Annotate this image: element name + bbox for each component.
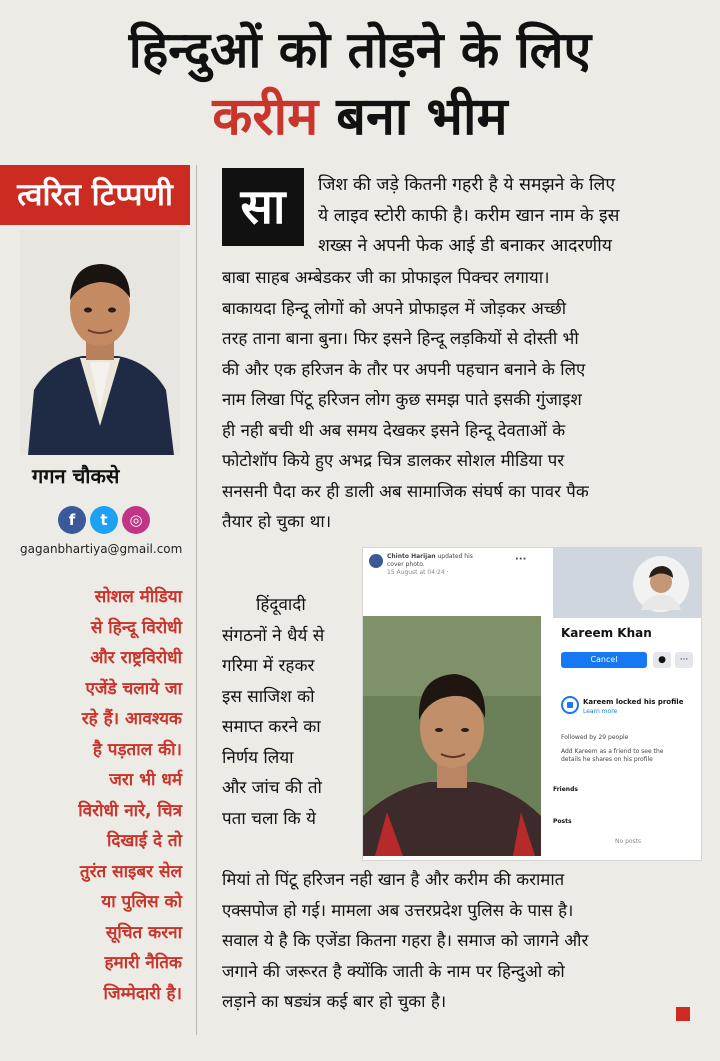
locked-title: Kareem locked his profile xyxy=(583,698,684,706)
cover-photo xyxy=(553,548,701,618)
article-line: पता चला कि ये xyxy=(222,808,317,829)
profile-portrait-image xyxy=(363,616,541,856)
article-narrow-column xyxy=(222,590,362,834)
article-body xyxy=(222,262,707,506)
headline-rest: बना भीम xyxy=(318,87,508,147)
poster-avatar xyxy=(369,554,383,568)
article-line: एक्सपोज हो गई। मामला अब उत्तरप्रदेश पुलिस के पास है। xyxy=(222,899,574,920)
article-line: बाकायदा हिन्दू लोगों को अपने प्रोफाइल में जोड़कर अच्छी xyxy=(222,297,567,318)
lock-icon xyxy=(561,696,579,714)
facebook-icon: f xyxy=(58,506,86,534)
sidebar-note-line: हमारी नैतिक xyxy=(104,953,182,973)
posts-label: Posts xyxy=(553,818,572,825)
article-line: और जांच की तो xyxy=(222,778,322,798)
article-line: बाबा साहब अम्बेडकर जी का प्रोफाइल पिक्चर लगाया। xyxy=(222,267,550,287)
article-line: मियां तो पिंटू हरिजन नही खान है और करीम की करामात xyxy=(222,869,565,889)
sidebar-note-line: एजेंडे चलाये जा xyxy=(85,678,182,699)
messenger-icon[interactable]: ● xyxy=(653,652,671,668)
sidebar-note-line: सोशल मीडिया xyxy=(94,587,182,607)
cover-avatar-image xyxy=(553,548,701,618)
sidebar-note-line: सूचित करना xyxy=(105,922,182,943)
sidebar-note-line: दिखाई दे तो xyxy=(106,831,182,851)
sidebar-note-line: तुरंत साइबर सेल xyxy=(79,861,182,882)
article-line: की और एक हरिजन के तौर पर अपनी पहचान बनाने के लिए xyxy=(222,358,586,379)
twitter-icon: t xyxy=(90,506,118,534)
poster-action: updated his xyxy=(435,553,473,560)
more-icon[interactable]: ··· xyxy=(675,652,693,668)
instagram-icon: ◎ xyxy=(122,506,150,534)
article-line: शख्स ने अपनी फेक आई डी बनाकर आदरणीय xyxy=(318,236,612,256)
headline-line-1: हिन्दुओं को तोड़ने के लिए xyxy=(128,21,592,79)
author-name: गगन चौकसे xyxy=(32,464,120,488)
no-posts-label: No posts xyxy=(615,838,642,845)
author-photo xyxy=(20,230,180,455)
end-marker xyxy=(676,1007,690,1021)
poster-action-2: cover photo. xyxy=(387,561,425,568)
article-line: नाम लिखा पिंटू हरिजन लोग कुछ समझ पाते इसकी गुंजाइश xyxy=(222,389,582,409)
post-time: 15 August at 04:24 · xyxy=(387,569,449,576)
article-line: हिंदूवादी xyxy=(256,595,306,615)
article-line-before-embed xyxy=(222,506,362,537)
more-options-icon[interactable]: ··· xyxy=(515,554,527,565)
article-line: जिश की जड़े कितनी गहरी है ये समझने के लिए xyxy=(318,175,616,195)
article-line: तरह ताना बाना बुना। फिर इसने हिन्दू लड़कियों से दोस्ती भी xyxy=(222,328,579,348)
article-line: ये लाइव स्टोरी काफी है। करीम खान नाम के इस xyxy=(318,205,620,226)
article-line: सनसनी पैदा कर ही डाली अब सामाजिक संघर्ष का पावर पैक xyxy=(222,480,589,501)
drop-cap: सा xyxy=(222,168,304,246)
section-label: त्वरित टिप्पणी xyxy=(0,165,190,225)
article-closing xyxy=(222,864,707,1017)
sidebar-note-line: जिम्मेदारी है। xyxy=(103,983,182,1004)
poster-name: Chinto Harijan xyxy=(387,553,436,560)
article-line: समाप्त करने का xyxy=(222,717,321,737)
facebook-screenshot xyxy=(362,547,702,861)
profile-picture xyxy=(363,616,541,856)
sidebar-note-line: है पड़ताल की। xyxy=(92,739,182,760)
article-line: गरिमा में रहकर xyxy=(222,656,315,676)
followed-by: Followed by 29 people xyxy=(561,734,629,741)
author-email: gaganbhartiya@gmail.com xyxy=(20,542,183,556)
sidebar-note-line: जरा भी धर्म xyxy=(109,770,182,790)
author-portrait-image xyxy=(20,230,180,455)
article-line: ही नही बची थी अब समय देखकर इसने हिन्दू देवताओं के xyxy=(222,419,566,440)
article-line: इस साजिश को xyxy=(222,686,315,707)
add-friend-note-2: details he shares on his profile xyxy=(561,756,653,763)
article-line: संगठनों ने धैर्य से xyxy=(222,625,325,646)
sidebar-note-line: विरोधी नारे, चित्र xyxy=(78,800,182,821)
article-line: तैयार हो चुका था। xyxy=(222,511,332,531)
add-friend-note: Add Kareem as a friend to see the xyxy=(561,748,664,755)
sidebar-note-line: या पुलिस को xyxy=(101,892,182,912)
sidebar-note-line: से हिन्दू विरोधी xyxy=(90,617,182,638)
article-intro xyxy=(318,170,703,262)
article-line: सवाल ये है कि एजेंडा कितना गहरा है। समाज को जागने और xyxy=(222,930,589,950)
sidebar-note-line: और राष्ट्रविरोधी xyxy=(90,648,182,668)
headline-highlight: करीम xyxy=(212,87,319,147)
social-icons xyxy=(58,506,150,534)
poster-line xyxy=(387,553,473,560)
article-line: जगाने की जरूरत है क्योंकि जाती के नाम पर हिन्दुओ को xyxy=(222,960,565,981)
friends-label: Friends xyxy=(553,786,578,793)
article-line: फोटोशॉप किये हुए अभद्र चित्र डालकर सोशल मीडिया पर xyxy=(222,450,565,470)
learn-more-link[interactable]: Learn more xyxy=(583,708,618,715)
sidebar-note xyxy=(12,582,182,1009)
cancel-request-button[interactable]: Cancel xyxy=(561,652,647,668)
article-line: निर्णय लिया xyxy=(222,747,294,768)
profile-name: Kareem Khan xyxy=(561,626,652,640)
column-divider xyxy=(196,165,197,1035)
headline-line-2 xyxy=(0,86,720,148)
article-line: लड़ाने का षड्यंत्र कई बार हो चुका है। xyxy=(222,991,447,1011)
sidebar-note-line: रहे हैं। आवश्यक xyxy=(81,709,182,729)
